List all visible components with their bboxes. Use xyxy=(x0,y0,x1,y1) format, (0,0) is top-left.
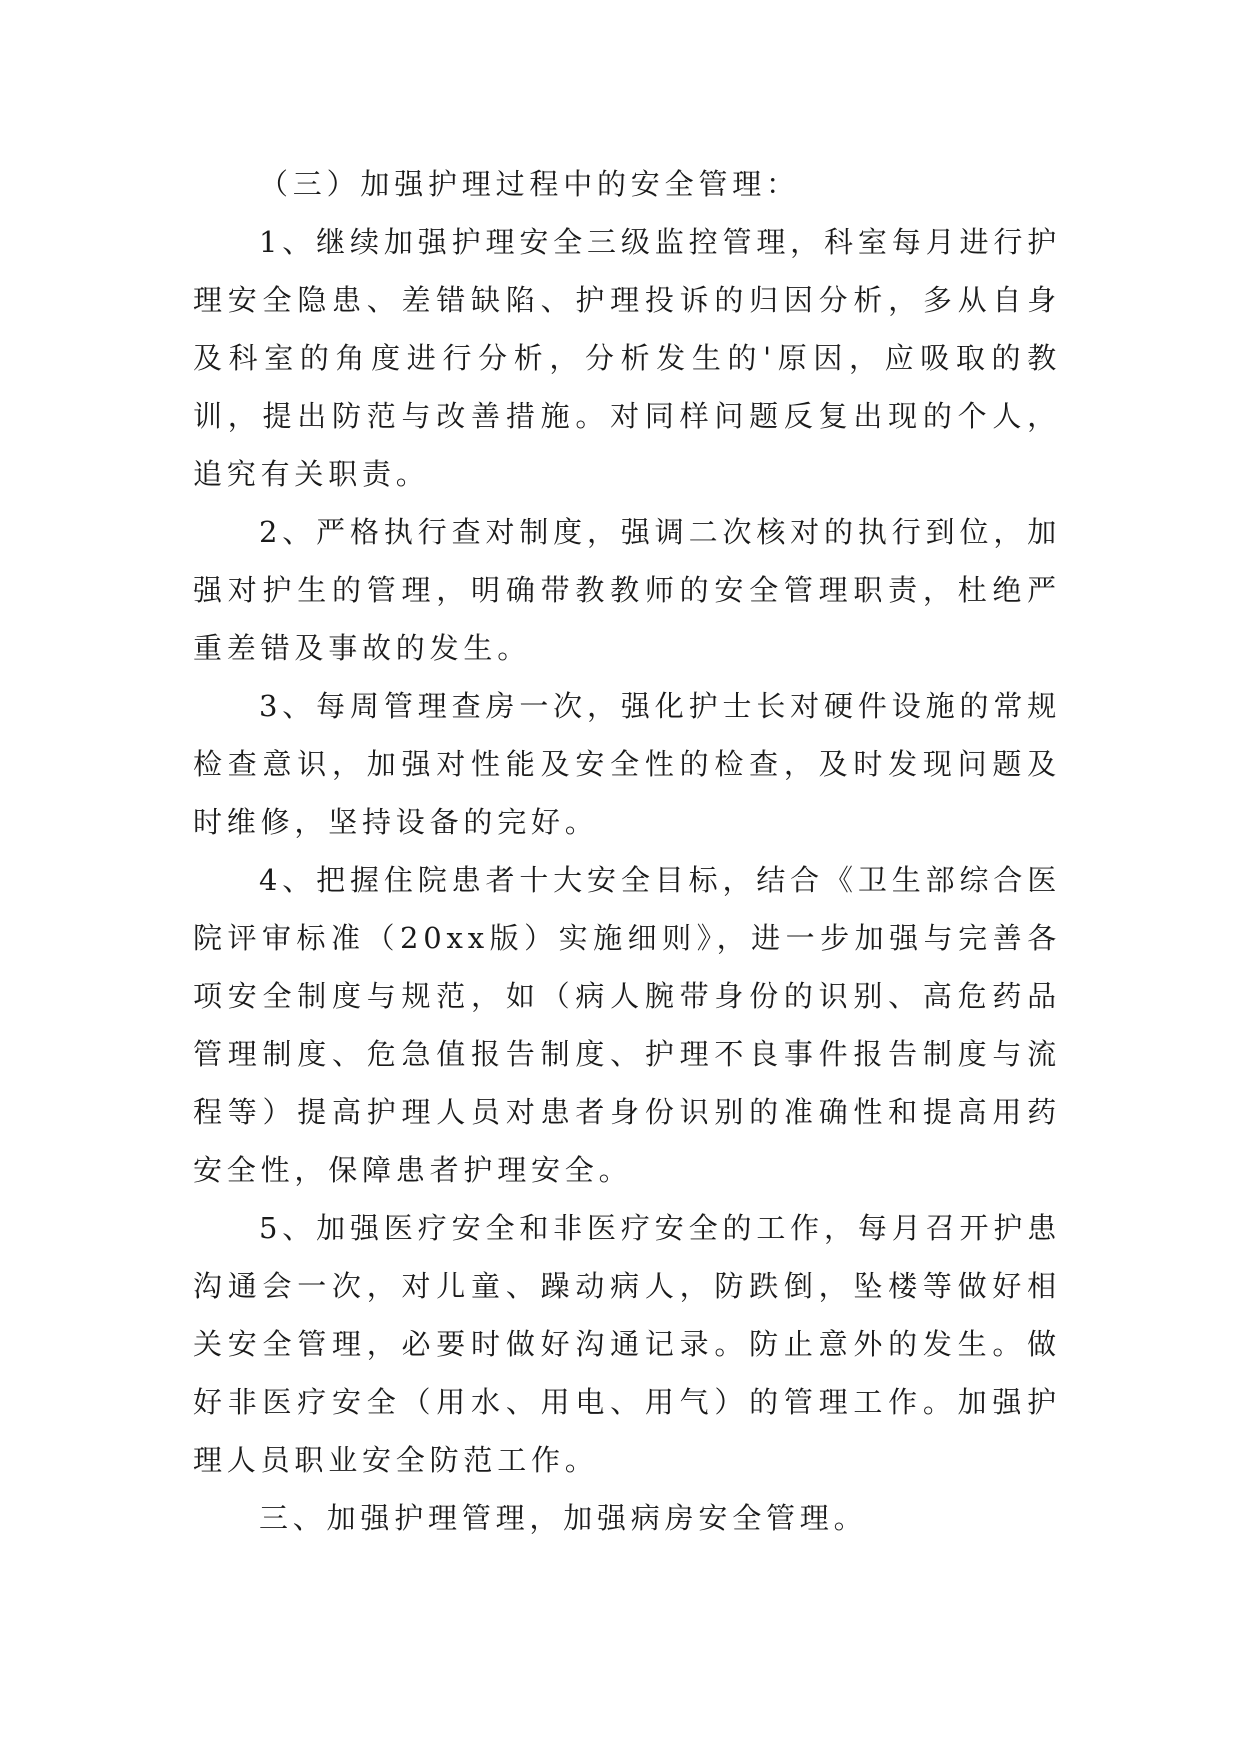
paragraph-item-5: 5、加强医疗安全和非医疗安全的工作，每月召开护患沟通会一次，对儿童、躁动病人，防跌倒，坠楼等做好相关安全管理，必要时做好沟通记录。防止意外的发生。做好非医疗安全（用水、用电、用气）的管理工作。加强护理人员职业安全防范工作。 xyxy=(193,1211,1061,1477)
document-body xyxy=(193,155,1061,1547)
section-heading-three: 三、加强护理管理，加强病房安全管理。 xyxy=(259,1501,868,1535)
section-heading: （三）加强护理过程中的安全管理： xyxy=(259,167,800,201)
paragraph-item-3: 3、每周管理查房一次，强化护士长对硬件设施的常规检查意识，加强对性能及安全性的检查，及时发现问题及时维修，坚持设备的完好。 xyxy=(193,689,1061,839)
paragraph-item-2: 2、严格执行查对制度，强调二次核对的执行到位，加强对护生的管理，明确带教教师的安全管理职责，杜绝严重差错及事故的发生。 xyxy=(193,515,1061,665)
paragraph-item-1: 1、继续加强护理安全三级监控管理，科室每月进行护理安全隐患、差错缺陷、护理投诉的归因分析，多从自身及科室的角度进行分析，分析发生的'原因，应吸取的教训，提出防范与改善措施。对同样问题反复出现的个人，追究有关职责。 xyxy=(193,225,1061,491)
paragraph-item-4: 4、把握住院患者十大安全目标，结合《卫生部综合医院评审标准（20xx版）实施细则》，进一步加强与完善各项安全制度与规范，如（病人腕带身份的识别、高危药品管理制度、危急值报告制度、护理不良事件报告制度与流程等）提高护理人员对患者身份识别的准确性和提高用药安全性，保障患者护理安全。 xyxy=(193,863,1061,1187)
